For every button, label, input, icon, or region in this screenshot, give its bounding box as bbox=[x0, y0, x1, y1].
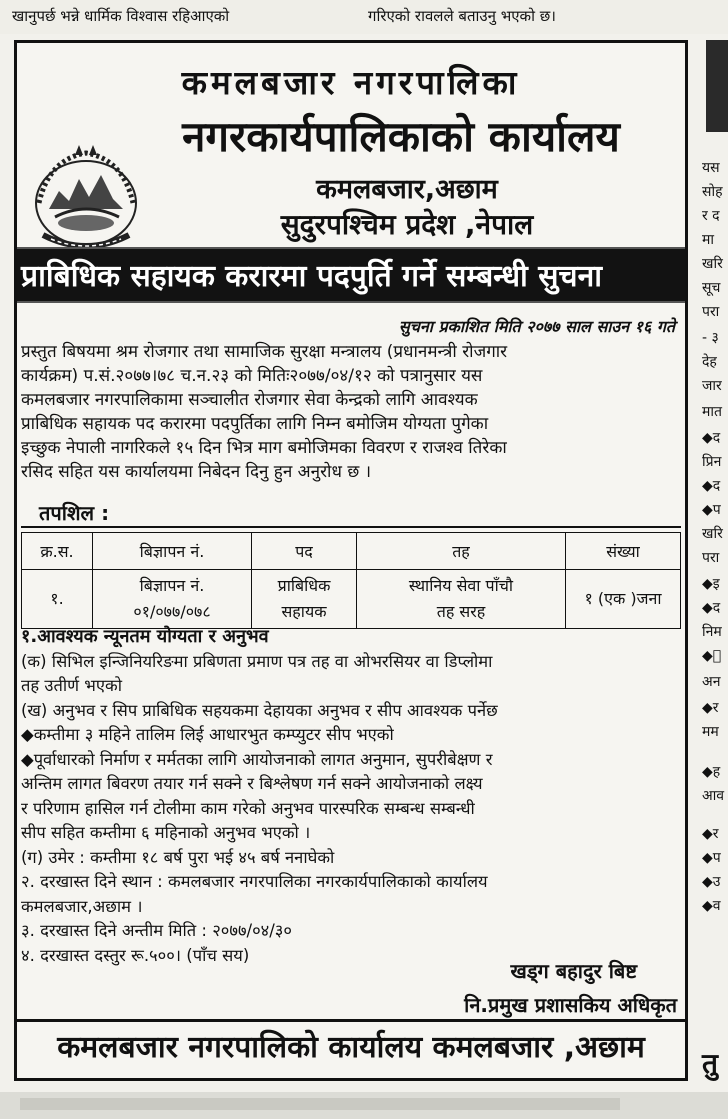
cell-ad-number: बिज्ञापन नं. ०१/०७७/०७८ bbox=[93, 570, 252, 629]
adjacent-text-fragment: ◆र bbox=[702, 700, 719, 716]
qualification-line: कमलबजार,अछाम । bbox=[21, 896, 143, 916]
column-header-count: संख्या bbox=[566, 533, 681, 570]
previous-article-text-left: खानुपर्छ भन्ने धार्मिक विश्वास रहिआएको bbox=[12, 7, 230, 25]
footer-divider bbox=[17, 1019, 685, 1022]
previous-article-text-right: गरिएको रावलले बताउनु भएको छ। bbox=[368, 7, 556, 25]
intro-line: कार्यक्रम) प.सं.२०७७।७८ च.न.२३ को मितिः२०७७/०४/१२ को पत्रानुसार यस bbox=[21, 366, 483, 386]
cell-serial: १. bbox=[22, 570, 93, 629]
qualification-line: र परिणाम हासिल गर्न टोलीमा काम गरेको अनुभव पारस्परिक सम्बन्ध सम्बन्धी bbox=[21, 798, 475, 818]
cell-post: प्राबिधिक सहायक bbox=[252, 570, 357, 629]
schedule-divider bbox=[21, 526, 681, 528]
office-location: कमलबजार,अछाम bbox=[316, 174, 498, 205]
qualification-line: ४. दरखास्त दस्तुर रू.५००। (पाँच सय) bbox=[21, 945, 250, 965]
schedule-label: तपशिल : bbox=[39, 501, 110, 525]
cell-count: १ (एक )जना bbox=[566, 570, 681, 629]
table-header-row bbox=[22, 533, 681, 570]
adjacent-text-fragment: ◆र bbox=[702, 826, 719, 842]
column-header-level: तह bbox=[357, 533, 566, 570]
qualification-line: ◆पूर्वाधारको निर्माण र मर्मतका लागि आयोजनाको लागत अनुमान, सुपरीबेक्षण र bbox=[21, 749, 493, 769]
previous-article-strip bbox=[0, 0, 728, 34]
qualification-line: तह उतीर्ण भएको bbox=[21, 676, 122, 695]
column-header-ad-number: बिज्ञापन नं. bbox=[93, 533, 252, 570]
qualifications-title: १.आवश्यक न्यूनतम योग्यता र अनुभव bbox=[21, 626, 269, 647]
adjacent-text-fragment: मा bbox=[702, 232, 714, 248]
adjacent-text-fragment: सोह bbox=[702, 184, 723, 200]
adjacent-text-fragment: - ३ bbox=[702, 330, 719, 346]
adjacent-text-fragment: ◆द bbox=[702, 600, 721, 616]
province-name: सुदुरपश्चिम प्रदेश ,नेपाल bbox=[280, 208, 534, 241]
adjacent-text-fragment: खरि bbox=[702, 526, 723, 542]
adjacent-text-fragment: ◆द bbox=[702, 478, 721, 494]
intro-paragraph bbox=[21, 340, 681, 484]
qualification-line: (ख) अनुभव र सिप प्राबिधिक सहयकमा देहायका अनुभव र सीप आवश्यक पर्नेछ bbox=[21, 700, 498, 720]
intro-line: कमलबजार नगरपालिकामा सञ्चालीत रोजगार सेवा केन्द्रको लागि आवश्यक bbox=[21, 390, 478, 410]
vacancy-notice bbox=[14, 40, 688, 1081]
publication-date: सुचना प्रकाशित मिति २०७७ साल साउन १६ गते bbox=[398, 317, 675, 336]
adjacent-text-fragment: ◆इ bbox=[702, 576, 720, 592]
adjacent-text-fragment: आव bbox=[702, 788, 725, 804]
notice-footer: कमलबजार नगरपालिको कार्यालय कमलबजार ,अछाम bbox=[57, 1030, 645, 1065]
intro-line: प्रस्तुत बिषयमा श्रम रोजगार तथा सामाजिक सुरक्षा मन्त्रालय (प्रधानमन्त्री रोजगार bbox=[21, 342, 508, 362]
adjacent-text-fragment: सूच bbox=[702, 280, 721, 296]
adjacent-column bbox=[700, 40, 728, 1081]
notice-title-banner: प्राबिधिक सहायक करारमा पदपुर्ति गर्ने सम्बन्धी सुचना bbox=[17, 247, 685, 303]
cell-level: स्थानिय सेवा पाँचौ तह सरह bbox=[357, 570, 566, 629]
qualification-line: २. दरखास्त दिने स्थान : कमलबजार नगरपालिका नगरकार्यपालिकाको कार्यालय bbox=[21, 872, 488, 891]
intro-line: प्राबिधिक सहायक पद करारमा पदपुर्तिका लागि निम्न बमोजिम योग्यता पुगेका bbox=[21, 414, 489, 434]
adjacent-text-fragment: देह bbox=[702, 354, 717, 370]
qualification-line: (क) सिभिल इन्जिनियरिङमा प्रबिणता प्रमाण पत्र तह वा ओभरसियर वा डिप्लोमा bbox=[21, 651, 493, 671]
signatory-title: नि.प्रमुख प्रशासकिय अधिकृत bbox=[464, 993, 677, 1017]
adjacent-text-fragment: प्रिन bbox=[702, 454, 722, 470]
municipality-name: कमलबजार नगरपालिका bbox=[181, 63, 521, 102]
adjacent-text-fragment: ◆व bbox=[702, 898, 721, 914]
next-article-strip bbox=[0, 1092, 728, 1119]
adjacent-text-fragment: र द bbox=[702, 208, 720, 224]
adjacent-text-fragment: निम bbox=[702, 624, 722, 640]
qualification-line: ◆कम्तीमा ३ महिने तालिम लिई आधारभुत कम्प्युटर सीप भएको bbox=[21, 725, 394, 744]
signatory-name: खड्ग बहादुर बिष्ट bbox=[510, 959, 637, 983]
adjacent-text-fragment: परा bbox=[702, 304, 720, 320]
nepal-emblem-icon bbox=[29, 139, 143, 257]
table-row bbox=[22, 570, 681, 629]
adjacent-image-edge bbox=[706, 40, 728, 132]
qualification-line: ३. दरखास्त दिने अन्तीम मिति : २०७७/०४/३० bbox=[21, 921, 292, 940]
adjacent-text-fragment: ◆उ bbox=[702, 874, 721, 890]
position-table bbox=[21, 532, 681, 629]
adjacent-text-fragment: मम bbox=[702, 724, 719, 740]
intro-line: रसिद सहित यस कार्यालयमा निबेदन दिनु हुन अनुरोध छ । bbox=[21, 462, 372, 482]
adjacent-text-fragment: अन bbox=[702, 674, 721, 690]
qualification-line: अन्तिम लागत बिवरण तयार गर्न सक्ने र बिश्लेषण गर्न सक्ने आयोजनाको लक्ष्य bbox=[21, 774, 483, 793]
column-header-post: पद bbox=[252, 533, 357, 570]
qualification-line: सीप सहित कम्तीमा ६ महिनाको अनुभव भएको । bbox=[21, 823, 311, 842]
adjacent-text-fragment: ◆द bbox=[702, 430, 721, 446]
adjacent-text-fragment: ◆प bbox=[702, 502, 721, 518]
adjacent-text-fragment: ◆प bbox=[702, 850, 721, 866]
adjacent-headline-fragment: तु bbox=[702, 1047, 718, 1080]
adjacent-text-fragment: यस bbox=[702, 160, 720, 176]
adjacent-text-fragment: परा bbox=[702, 550, 720, 566]
intro-line: इच्छुक नेपाली नागरिकले १५ दिन भित्र माग बमोजिमका विवरण र राजश्व तिरेका bbox=[21, 438, 507, 458]
column-header-serial: क्र.स. bbox=[22, 533, 93, 570]
adjacent-text-fragment: मात bbox=[702, 404, 722, 420]
adjacent-text-fragment: खरि bbox=[702, 256, 723, 272]
adjacent-text-fragment: ◆ह bbox=[702, 764, 721, 780]
office-name: नगरकार्यपालिकाको कार्यालय bbox=[182, 112, 620, 161]
adjacent-text-fragment: जार bbox=[702, 378, 722, 394]
qualification-line: (ग) उमेर : कम्तीमा १८ बर्ष पुरा भई ४५ बर्ष ननाघेको bbox=[21, 847, 335, 867]
next-article-faded-text bbox=[20, 1098, 620, 1110]
qualifications-section bbox=[21, 625, 685, 968]
adjacent-text-fragment: ◆ि bbox=[702, 648, 722, 664]
